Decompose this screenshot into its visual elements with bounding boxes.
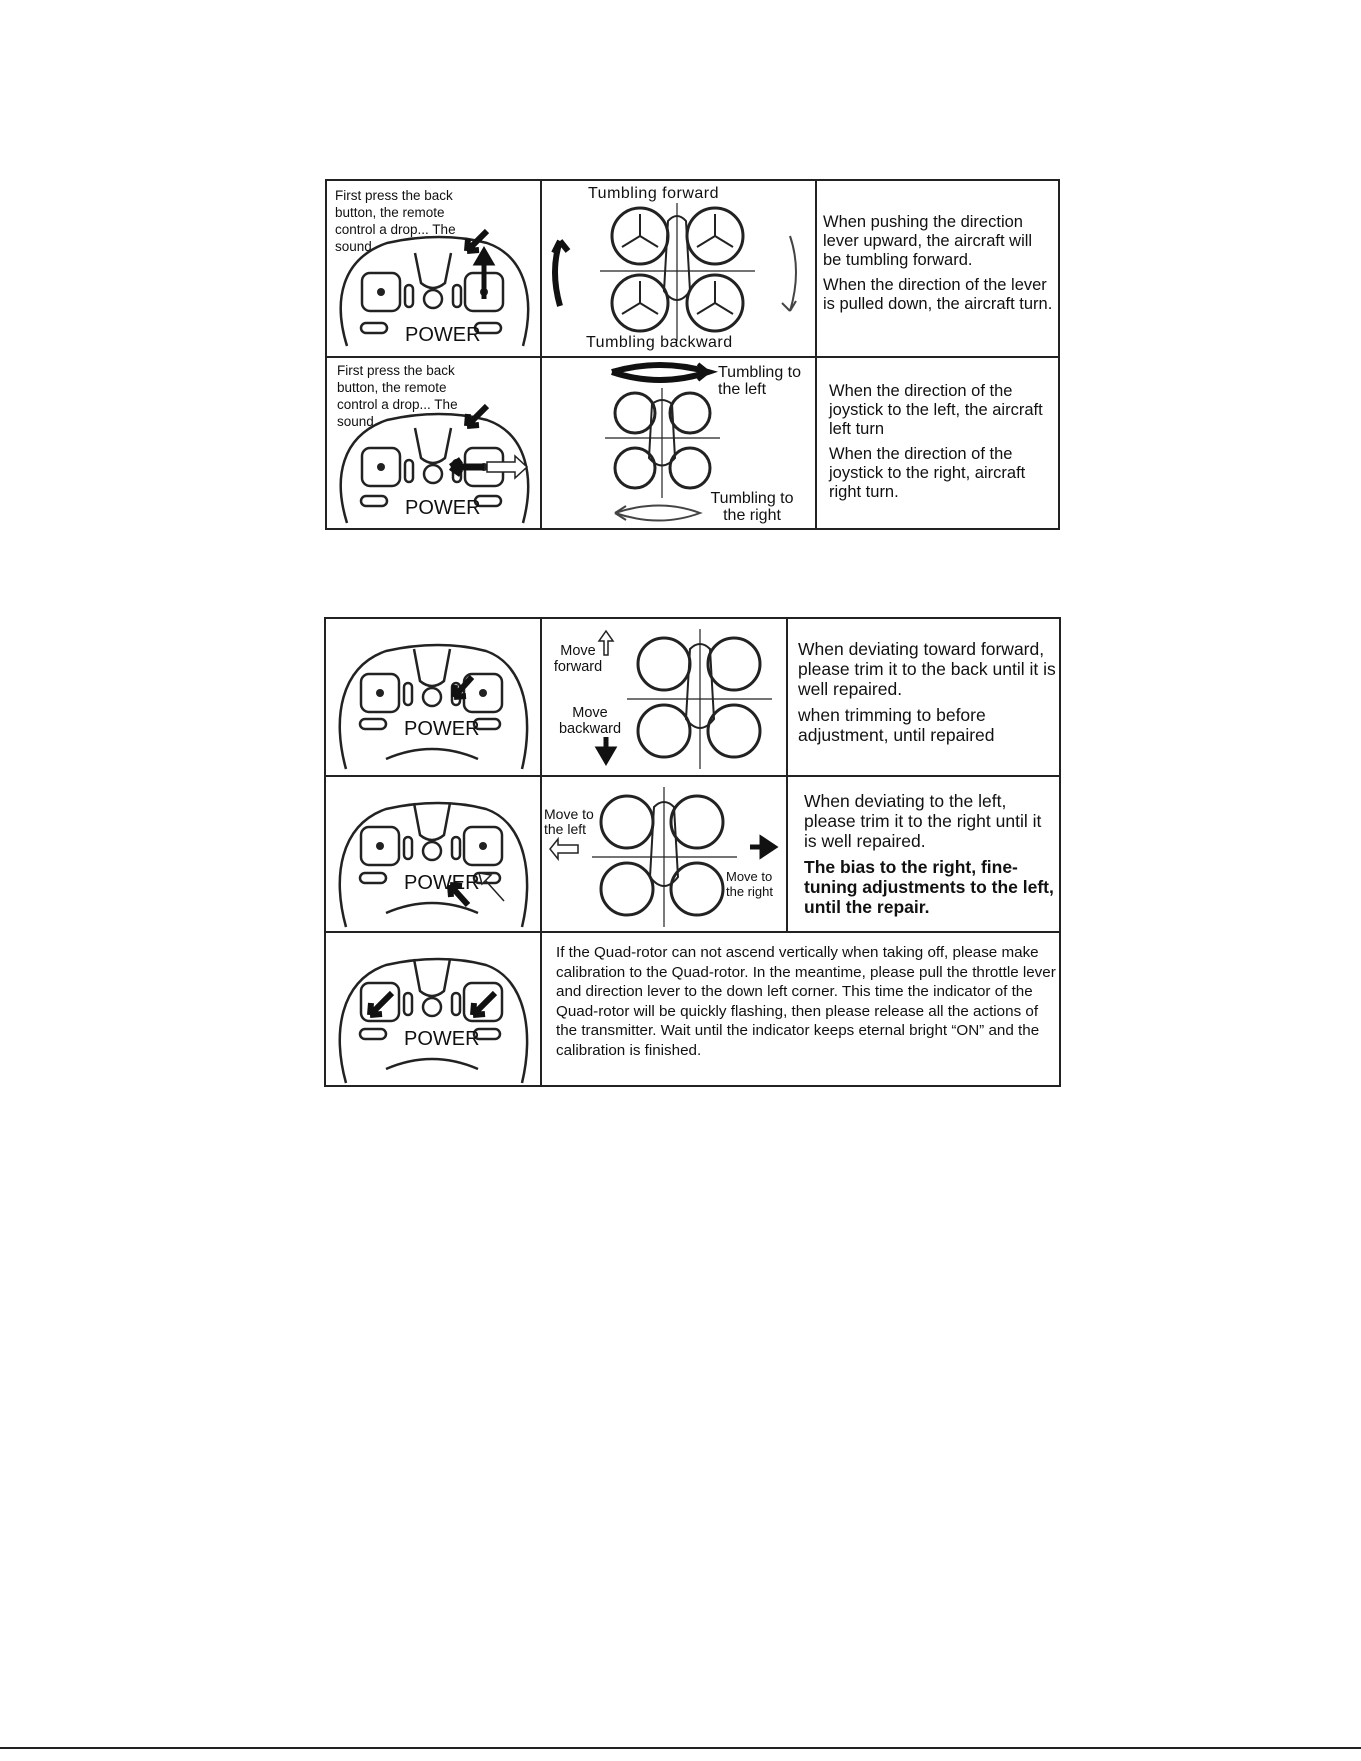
quadcopter-icon (542, 777, 786, 931)
quadcopter-icon (540, 181, 815, 356)
remote-control-icon (327, 358, 540, 530)
tumbling-table (325, 179, 1060, 530)
back-button-note: First press the back button, the remote control a drop... The sound (337, 363, 458, 429)
trim-right-description: When deviating to the left, please trim it to the right until it is well repaired. (804, 791, 1042, 851)
move-right-label: Move to the right (726, 869, 773, 899)
page-bottom-rule (0, 1747, 1361, 1749)
power-label: POWER (404, 718, 480, 740)
remote-control-icon (326, 619, 540, 775)
trim-table (324, 617, 1061, 1087)
turn-description: When the direction of the lever is pulled down, the aircraft turn. (823, 276, 1053, 313)
tumble-forward-description (817, 181, 1060, 356)
trim-forward-remote-cell (326, 619, 540, 775)
trim-forward-drone-cell (542, 619, 786, 775)
right-turn-description: When the direction of the joystick to the right, aircraft right turn. (829, 445, 1026, 501)
move-forward-label: Move forward (553, 643, 603, 675)
remote-control-icon (327, 181, 540, 356)
move-backward-label: Move backward (558, 705, 622, 737)
tumbling-backward-label: Tumbling backward (586, 334, 733, 351)
tumbling-forward-label: Tumbling forward (588, 185, 720, 202)
power-label: POWER (404, 872, 480, 894)
trim-forward-description (788, 619, 1061, 775)
calibration-instructions (542, 933, 1061, 1087)
remote-control-icon (326, 777, 540, 931)
move-left-label: Move to the left (544, 806, 594, 837)
tumble-side-drone-cell (540, 358, 815, 530)
forward-description: When pushing the direction lever upward, the aircraft will be tumbling forward. (823, 213, 1033, 269)
tumble-side-remote-cell (327, 358, 540, 530)
tumble-forward-remote-cell (327, 181, 540, 356)
tumble-forward-drone-cell (540, 181, 815, 356)
remote-control-icon (326, 933, 540, 1087)
tumble-side-description (817, 358, 1060, 530)
left-turn-description: When the direction of the joystick to the left, the aircraft left turn (829, 382, 1043, 438)
power-label: POWER (405, 324, 481, 346)
trim-side-drone-cell (542, 777, 786, 931)
calibration-text: If the Quad-rotor can not ascend vertically when taking off, please make calibration to the Quad-rotor. In the meantime, please pull the throttle lever and direction lever to the down left corner. This time the indicator of the Quad-rotor will be quickly flashing, then please release all the actions of the transmitter. Wait until the indicator keeps eternal bright “ON” and the calibration is finished. (556, 944, 1056, 1059)
power-label: POWER (404, 1028, 480, 1050)
power-label: POWER (405, 497, 481, 519)
trim-restore-description: when trimming to before adjustment, until repaired (798, 705, 995, 745)
trim-back-description: When deviating toward forward, please trim it to the back until it is well repaired. (798, 639, 1056, 699)
back-button-note: First press the back button, the remote control a drop... The sound (335, 188, 456, 254)
calibration-remote-cell (326, 933, 540, 1087)
trim-side-description (788, 777, 1061, 931)
trim-side-remote-cell (326, 777, 540, 931)
tumbling-right-label: Tumbling to the right (710, 490, 794, 524)
fine-tuning-description: The bias to the right, fine-tuning adjustments to the left, until the repair. (804, 857, 1054, 917)
tumbling-left-label: Tumbling to the left (718, 364, 801, 398)
